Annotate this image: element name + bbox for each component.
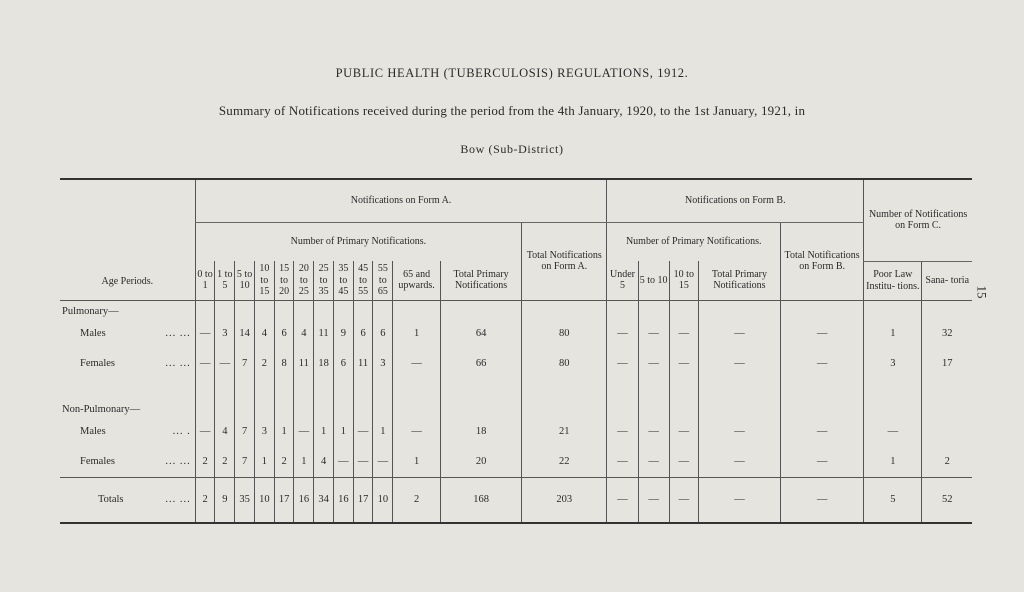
table-cell: 2 [195, 477, 215, 523]
table-cell: 10 [373, 477, 393, 523]
table-cell: 18 [314, 349, 334, 379]
row-label: Females [80, 455, 115, 467]
leader-dots: ... ... [165, 327, 191, 339]
table-cell: 203 [522, 477, 607, 523]
table-cell: 4 [215, 417, 235, 447]
form-c-header: Number of Notifications on Form C. [864, 179, 972, 261]
table-cell: 11 [353, 349, 373, 379]
table-cell: — [353, 447, 373, 478]
table-cell: 9 [215, 477, 235, 523]
table-cell: — [638, 319, 669, 349]
table-cell: 17 [922, 349, 972, 379]
table-cell: 1 [314, 417, 334, 447]
table-cell: 1 [864, 319, 922, 349]
section-label: Non-Pulmonary— [62, 403, 141, 415]
table-cell: 6 [373, 319, 393, 349]
table-cell: — [215, 349, 235, 379]
col-header-a: 10 to 15 [254, 261, 274, 300]
col-header-a: 0 to 1 [195, 261, 215, 300]
col-header-b: 10 to 15 [669, 261, 698, 300]
table-cell: 2 [254, 349, 274, 379]
table-cell: — [607, 417, 638, 447]
table-cell: 168 [441, 477, 522, 523]
table-cell: 4 [294, 319, 314, 349]
table-body [60, 300, 972, 523]
col-header-a: 45 to 55 [353, 261, 373, 300]
row-label-cell [60, 319, 195, 349]
col-header-a: 55 to 65 [373, 261, 393, 300]
col-header-a: 35 to 45 [333, 261, 353, 300]
table-cell: — [607, 447, 638, 478]
table-cell: 7 [235, 447, 255, 478]
col-header-b: Under 5 [607, 261, 638, 300]
table-cell: — [393, 417, 441, 447]
table-cell: 4 [254, 319, 274, 349]
table-cell: 5 [864, 477, 922, 523]
table-cell: 1 [294, 447, 314, 478]
table-cell: 14 [235, 319, 255, 349]
table-cell: — [864, 417, 922, 447]
section-label: Pulmonary— [62, 305, 119, 317]
table-cell: 4 [314, 447, 334, 478]
col-header-b: Total Primary Notifications [698, 261, 780, 300]
leader-dots: ... ... [165, 357, 191, 369]
table-cell: 7 [235, 349, 255, 379]
row-label: Females [80, 357, 115, 369]
form-b-header: Notifications on Form B. [607, 179, 864, 223]
table-row [60, 447, 972, 478]
table-cell: — [195, 319, 215, 349]
table-cell: — [393, 349, 441, 379]
table-cell: 35 [235, 477, 255, 523]
table-cell: 34 [314, 477, 334, 523]
col-header-a: 15 to 20 [274, 261, 294, 300]
leader-dots: ... ... [165, 493, 191, 505]
leader-dots: ... ... [165, 455, 191, 467]
table-cell: 3 [373, 349, 393, 379]
table-cell: 2 [274, 447, 294, 478]
table-cell: — [294, 417, 314, 447]
table-cell: 6 [353, 319, 373, 349]
table-cell: 1 [393, 319, 441, 349]
row-label: Males [80, 327, 106, 339]
table-cell: 80 [522, 349, 607, 379]
table-cell: — [607, 319, 638, 349]
row-label: Males [80, 425, 106, 437]
row-label-cell [60, 417, 195, 447]
form-a-header: Notifications on Form A. [195, 179, 607, 223]
table-cell: — [607, 349, 638, 379]
table-cell: — [638, 349, 669, 379]
table-cell: — [781, 319, 864, 349]
table-row [60, 417, 972, 447]
table-cell [922, 417, 972, 447]
table-cell: 52 [922, 477, 972, 523]
table-cell: — [781, 349, 864, 379]
table-cell: 22 [522, 447, 607, 478]
table-cell: 1 [274, 417, 294, 447]
age-periods-header: Age Periods. [101, 276, 154, 288]
table-cell: 1 [373, 417, 393, 447]
table-cell: 3 [864, 349, 922, 379]
table-cell: 17 [353, 477, 373, 523]
table-cell: 2 [195, 447, 215, 478]
col-header-b: 5 to 10 [638, 261, 669, 300]
row-label: Totals [98, 493, 124, 505]
table-cell: 11 [294, 349, 314, 379]
primary-a-header: Number of Primary Notifications. [195, 223, 521, 262]
total-b-header: Total Notifications on Form B. [781, 223, 864, 301]
table-cell: 17 [274, 477, 294, 523]
table-cell: — [698, 319, 780, 349]
col-header-a: 20 to 25 [294, 261, 314, 300]
table-cell: — [781, 417, 864, 447]
row-label-cell [60, 349, 195, 379]
table-cell: 9 [333, 319, 353, 349]
table-cell: 11 [314, 319, 334, 349]
table-cell: 6 [333, 349, 353, 379]
col-header-a: Total Primary Notifications [441, 261, 522, 300]
table-cell: — [353, 417, 373, 447]
col-header-a: 5 to 10 [235, 261, 255, 300]
table-cell: 1 [254, 447, 274, 478]
col-header-a: 65 and upwards. [393, 261, 441, 300]
table-cell: 7 [235, 417, 255, 447]
table-cell: — [698, 447, 780, 478]
row-label-cell [60, 447, 195, 478]
table-row [60, 349, 972, 379]
table-cell: — [669, 349, 698, 379]
total-a-header: Total Notifications on Form A. [522, 223, 607, 301]
table-cell: 1 [393, 447, 441, 478]
table-cell: 1 [864, 447, 922, 478]
table-cell: 16 [294, 477, 314, 523]
table-cell: — [638, 417, 669, 447]
primary-b-header: Number of Primary Notifications. [607, 223, 781, 262]
table-cell: — [638, 447, 669, 478]
col-header-c: Poor Law Institu- tions. [864, 261, 922, 300]
table-cell: 64 [441, 319, 522, 349]
table-cell: — [195, 349, 215, 379]
col-header-c: Sana- toria [922, 261, 972, 300]
col-header-a: 1 to 5 [215, 261, 235, 300]
table-cell: — [698, 417, 780, 447]
table-cell: 3 [254, 417, 274, 447]
table-cell: — [698, 349, 780, 379]
table-cell: — [781, 447, 864, 478]
table-cell: 10 [254, 477, 274, 523]
table-cell: 2 [215, 447, 235, 478]
table-cell: — [195, 417, 215, 447]
table-row [60, 319, 972, 349]
table-cell: — [373, 447, 393, 478]
table-cell: — [607, 477, 638, 523]
table-cell: 80 [522, 319, 607, 349]
page-subtitle: Summary of Notifications received during the period from the 4th January, 1920, to the 1st January, 1921, in [218, 103, 806, 118]
table-cell: 1 [333, 417, 353, 447]
table-cell: 8 [274, 349, 294, 379]
district-heading: Bow (Sub-District) [460, 142, 564, 156]
table-cell: 32 [922, 319, 972, 349]
table-cell: 18 [441, 417, 522, 447]
table-cell: 3 [215, 319, 235, 349]
table-cell: 2 [922, 447, 972, 478]
table-cell: — [781, 477, 864, 523]
col-header-a: 25 to 35 [314, 261, 334, 300]
totals-row [60, 477, 972, 523]
table-cell: — [669, 319, 698, 349]
table-cell: 20 [441, 447, 522, 478]
table-cell: — [669, 477, 698, 523]
table-cell: 16 [333, 477, 353, 523]
table-cell: 21 [522, 417, 607, 447]
page-title: PUBLIC HEALTH (TUBERCULOSIS) REGULATIONS, 1912. [335, 66, 689, 80]
notifications-table [60, 178, 972, 524]
table-cell: — [638, 477, 669, 523]
table-cell: 66 [441, 349, 522, 379]
row-label-cell [60, 477, 195, 523]
page-number: 15 [974, 285, 990, 299]
table-cell: 2 [393, 477, 441, 523]
leader-dots: ... . [172, 425, 191, 437]
table-cell: 6 [274, 319, 294, 349]
table-cell: — [698, 477, 780, 523]
table-cell: — [669, 447, 698, 478]
table-cell: — [669, 417, 698, 447]
table-cell: — [333, 447, 353, 478]
